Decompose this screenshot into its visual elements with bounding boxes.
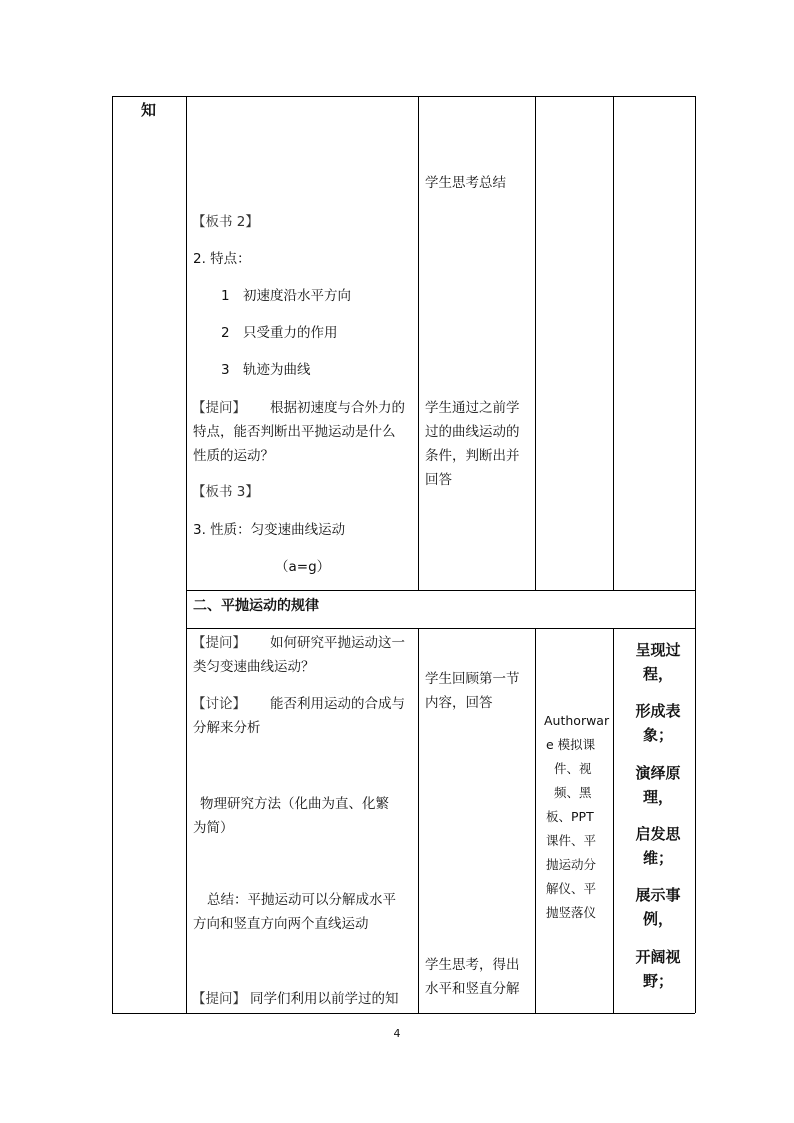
intent-line-7: 启发思	[635, 825, 681, 843]
summary-line-1: 总结：平抛运动可以分解成水平	[207, 892, 396, 908]
discuss-line-1: 能否利用运动的合成与	[270, 696, 405, 712]
discuss-tag: 【讨论】	[192, 696, 246, 712]
media-line-3: 件、视	[554, 761, 592, 776]
board-note-2: 【板书 2】	[192, 214, 259, 230]
section-divider-top	[186, 590, 695, 591]
col-divider-2-upper	[418, 96, 419, 590]
acceleration-note: （a=g）	[275, 559, 331, 575]
feature-text-1: 初速度沿水平方向	[243, 288, 351, 304]
intent-line-6: 理，	[642, 788, 673, 806]
feature-text-2: 只受重力的作用	[243, 325, 338, 341]
feature-num-2: 2	[221, 325, 230, 341]
table-bottom-border	[112, 1013, 695, 1014]
section-divider-bottom	[186, 628, 695, 629]
feature-num-1: 1	[221, 288, 230, 304]
question-tag-2: 【提问】	[192, 635, 246, 651]
answer-1-line-4: 回答	[425, 472, 452, 488]
intent-line-5: 演绎原	[635, 764, 681, 782]
features-title: 2. 特点：	[193, 251, 251, 267]
summary-line-2: 方向和竖直方向两个直线运动	[193, 916, 369, 932]
intent-line-2: 程，	[642, 665, 673, 683]
intent-line-3: 形成表	[635, 702, 681, 720]
question-2-line-2: 类匀变速曲线运动？	[193, 659, 315, 675]
question-1-line-3: 性质的运动？	[193, 448, 274, 464]
intent-line-12: 野；	[642, 972, 673, 990]
question-tag-1: 【提问】	[192, 400, 246, 416]
question-2-line-1: 如何研究平抛运动这一	[270, 635, 405, 651]
table-right-border	[695, 96, 696, 1013]
col-divider-4-lower	[613, 628, 614, 1013]
table-left-border	[112, 96, 113, 1013]
col-divider-1	[186, 96, 187, 1013]
intent-line-11: 开阔视	[635, 948, 681, 966]
section-2-title: 二、平抛运动的规律	[193, 598, 319, 614]
media-line-1: Authorwar	[544, 713, 610, 728]
answer-1-line-2: 过的曲线运动的	[425, 424, 520, 440]
answer-1-line-3: 条件，判断出并	[425, 448, 520, 464]
question-3-text: 同学们利用以前学过的知	[250, 991, 399, 1007]
question-tag-3: 【提问】	[192, 991, 246, 1007]
student-1-line-2: 内容，回答	[425, 695, 493, 711]
col-divider-4-upper	[613, 96, 614, 590]
media-line-7: 抛运动分	[546, 857, 597, 872]
feature-text-3: 轨迹为曲线	[243, 362, 311, 378]
feature-num-3: 3	[221, 362, 230, 378]
media-line-5: 板、PPT	[546, 809, 594, 824]
student-1-line-1: 学生回顾第一节	[425, 671, 520, 687]
col-divider-3-lower	[535, 628, 536, 1013]
intent-line-9: 展示事	[635, 886, 681, 904]
student-summary-text: 学生思考总结	[425, 175, 506, 191]
media-line-9: 抛竖落仪	[546, 905, 597, 920]
col-divider-2-lower	[418, 628, 419, 1013]
question-1-line-2: 特点，能否判断出平抛运动是什么	[193, 424, 396, 440]
student-2-line-1: 学生思考，得出	[425, 957, 520, 973]
intent-line-10: 例，	[642, 910, 673, 928]
media-line-6: 课件、平	[546, 833, 597, 848]
col-divider-3-upper	[535, 96, 536, 590]
method-line-1: 物理研究方法（化曲为直、化繁	[200, 796, 389, 812]
method-line-2: 为简）	[193, 820, 234, 836]
intent-line-4: 象；	[642, 726, 673, 744]
media-line-8: 解仪、平	[546, 881, 597, 896]
student-2-line-2: 水平和竖直分解	[425, 981, 520, 997]
media-line-4: 频、黑	[554, 785, 592, 800]
nature-line: 3. 性质：匀变速曲线运动	[193, 522, 346, 538]
discuss-line-2: 分解来分析	[193, 720, 261, 736]
left-col-char: 知	[141, 101, 157, 119]
intent-line-1: 呈现过	[635, 641, 681, 659]
intent-line-8: 维；	[642, 849, 673, 867]
page-number: 4	[393, 1027, 401, 1040]
table-top-border	[112, 96, 695, 97]
board-note-3: 【板书 3】	[192, 484, 259, 500]
question-1-line-1: 根据初速度与合外力的	[270, 400, 405, 416]
media-line-2: e 模拟课	[546, 737, 596, 752]
answer-1-line-1: 学生通过之前学	[425, 400, 520, 416]
